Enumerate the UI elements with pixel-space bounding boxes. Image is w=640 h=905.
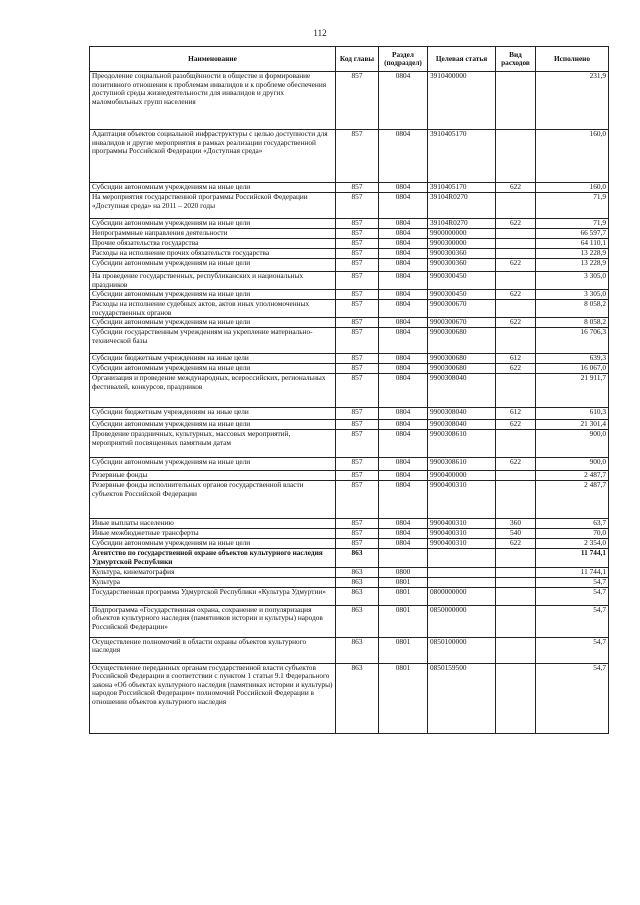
cell-expense xyxy=(496,249,536,259)
cell-chapter: 857 xyxy=(336,290,379,300)
cell-name: Субсидии автономным учреждениям на иные цели xyxy=(90,318,336,328)
cell-amount: 64 110,1 xyxy=(536,239,609,249)
cell-section: 0804 xyxy=(379,458,428,471)
cell-expense xyxy=(496,567,536,577)
cell-expense xyxy=(496,300,536,318)
table-row xyxy=(90,408,609,420)
cell-expense xyxy=(496,587,536,605)
cell-name: Субсидии автономным учреждениям на иные цели xyxy=(90,420,336,430)
cell-chapter: 857 xyxy=(336,259,379,272)
cell-section: 0804 xyxy=(379,318,428,328)
cell-article: 39104R0270 xyxy=(428,193,496,219)
cell-expense xyxy=(496,272,536,290)
cell-section: 0804 xyxy=(379,471,428,481)
cell-name: Иные межбюджетные трансферты xyxy=(90,529,336,539)
table-row xyxy=(90,663,609,733)
cell-amount: 54,7 xyxy=(536,587,609,605)
table-row xyxy=(90,364,609,374)
table-row xyxy=(90,290,609,300)
cell-amount: 13 228,9 xyxy=(536,259,609,272)
table-row xyxy=(90,193,609,219)
cell-name: Преодоление социальной разобщённости в обществе и формирование позитивного отношения к проблемам инвалидов и к проблеме обеспечения доступной среды жизнедеятельности для инвалидов и других маломобильных групп населения xyxy=(90,72,336,130)
cell-chapter: 857 xyxy=(336,539,379,549)
cell-article: 9900400310 xyxy=(428,481,496,519)
cell-name: На проведение государственных, республиканских и национальных праздников xyxy=(90,272,336,290)
cell-article xyxy=(428,567,496,577)
cell-article: 9900300670 xyxy=(428,318,496,328)
cell-expense xyxy=(496,430,536,458)
cell-article: 3910405170 xyxy=(428,130,496,183)
cell-expense xyxy=(496,637,536,663)
cell-section: 0801 xyxy=(379,637,428,663)
header-section: Раздел (подраздел) xyxy=(379,47,428,72)
table-row xyxy=(90,420,609,430)
cell-amount: 16 706,3 xyxy=(536,328,609,354)
cell-section: 0804 xyxy=(379,529,428,539)
cell-name: Непрограммные направления деятельности xyxy=(90,229,336,239)
cell-amount: 54,7 xyxy=(536,577,609,587)
cell-name: Культура, кинематография xyxy=(90,567,336,577)
cell-chapter: 863 xyxy=(336,605,379,637)
header-chapter: Код главы xyxy=(336,47,379,72)
table-row xyxy=(90,229,609,239)
table-row xyxy=(90,481,609,519)
cell-chapter: 857 xyxy=(336,183,379,193)
cell-expense xyxy=(496,471,536,481)
cell-name: Осуществление полномочий в области охраны объектов культурного наследия xyxy=(90,637,336,663)
cell-section: 0801 xyxy=(379,587,428,605)
cell-section: 0804 xyxy=(379,193,428,219)
table-row xyxy=(90,249,609,259)
cell-chapter: 857 xyxy=(336,364,379,374)
cell-amount: 3 305,0 xyxy=(536,272,609,290)
cell-chapter: 863 xyxy=(336,549,379,567)
cell-expense: 360 xyxy=(496,519,536,529)
cell-expense xyxy=(496,481,536,519)
cell-section: 0801 xyxy=(379,605,428,637)
cell-expense xyxy=(496,663,536,733)
cell-chapter: 857 xyxy=(336,328,379,354)
cell-name: Субсидии государственным учреждениям на укрепление материально-технической базы xyxy=(90,328,336,354)
cell-chapter: 857 xyxy=(336,471,379,481)
cell-article: 9900308610 xyxy=(428,458,496,471)
cell-amount: 13 228,9 xyxy=(536,249,609,259)
cell-chapter: 857 xyxy=(336,430,379,458)
cell-chapter: 857 xyxy=(336,249,379,259)
cell-name: Агентство по государственной охране объектов культурного наследия Удмуртской Республики xyxy=(90,549,336,567)
table-row xyxy=(90,183,609,193)
cell-article: 9900300450 xyxy=(428,290,496,300)
cell-amount: 54,7 xyxy=(536,637,609,663)
table-row xyxy=(90,637,609,663)
cell-article: 9900400000 xyxy=(428,471,496,481)
cell-section: 0804 xyxy=(379,130,428,183)
cell-amount: 66 597,7 xyxy=(536,229,609,239)
cell-name: Подпрограмма «Государственная охрана, сохранение и популяризация объектов культурного наследия (памятников истории и культуры) народов Российской Федерации» xyxy=(90,605,336,637)
cell-article: 9900400310 xyxy=(428,519,496,529)
cell-name: Осуществление переданных органам государственной власти субъектов Российской Федерации в соответствии с пунктом 1 статьи 9.1 Федерального закона «Об объектах культурного наследия (памятниках истории и культуры) народов Российской Федерации» полномочий Российской Федерации в отношении объектов культурного наследия xyxy=(90,663,336,733)
cell-chapter: 857 xyxy=(336,374,379,408)
cell-amount: 54,7 xyxy=(536,663,609,733)
page-number: 112 xyxy=(313,28,327,38)
cell-name: Субсидии бюджетным учреждениям на иные цели xyxy=(90,408,336,420)
cell-chapter: 863 xyxy=(336,637,379,663)
cell-amount: 8 058,2 xyxy=(536,318,609,328)
cell-chapter: 857 xyxy=(336,519,379,529)
cell-name: Иные выплаты населению xyxy=(90,519,336,529)
cell-amount: 900,0 xyxy=(536,430,609,458)
cell-chapter: 863 xyxy=(336,663,379,733)
cell-name: Субсидии автономным учреждениям на иные цели xyxy=(90,458,336,471)
cell-chapter: 857 xyxy=(336,300,379,318)
cell-amount: 2 487,7 xyxy=(536,471,609,481)
table-row xyxy=(90,72,609,130)
table-row xyxy=(90,318,609,328)
budget-table xyxy=(89,46,609,734)
cell-expense: 622 xyxy=(496,259,536,272)
cell-article: 9900300360 xyxy=(428,259,496,272)
table-row xyxy=(90,374,609,408)
cell-expense xyxy=(496,193,536,219)
cell-section: 0801 xyxy=(379,663,428,733)
cell-chapter: 863 xyxy=(336,567,379,577)
cell-section: 0804 xyxy=(379,408,428,420)
cell-article: 9900308610 xyxy=(428,430,496,458)
cell-amount: 160,0 xyxy=(536,183,609,193)
cell-chapter: 863 xyxy=(336,577,379,587)
cell-expense xyxy=(496,72,536,130)
cell-expense: 540 xyxy=(496,529,536,539)
cell-article xyxy=(428,549,496,567)
table-row xyxy=(90,354,609,364)
cell-amount: 639,3 xyxy=(536,354,609,364)
cell-article: 9900300680 xyxy=(428,364,496,374)
cell-name: Резервные фонды исполнительных органов государственной власти субъектов Российской Федерации xyxy=(90,481,336,519)
cell-article: 9900300670 xyxy=(428,300,496,318)
cell-expense: 612 xyxy=(496,354,536,364)
table-row xyxy=(90,239,609,249)
cell-chapter: 857 xyxy=(336,130,379,183)
table-row xyxy=(90,567,609,577)
cell-article: 39104R0270 xyxy=(428,219,496,229)
cell-expense: 622 xyxy=(496,539,536,549)
cell-chapter: 857 xyxy=(336,420,379,430)
cell-section: 0804 xyxy=(379,374,428,408)
cell-section: 0804 xyxy=(379,328,428,354)
cell-amount: 71,9 xyxy=(536,219,609,229)
cell-section: 0804 xyxy=(379,481,428,519)
cell-section: 0804 xyxy=(379,364,428,374)
cell-amount: 900,0 xyxy=(536,458,609,471)
cell-amount: 16 067,0 xyxy=(536,364,609,374)
cell-section: 0804 xyxy=(379,300,428,318)
cell-name: Субсидии автономным учреждениям на иные цели xyxy=(90,290,336,300)
cell-expense xyxy=(496,239,536,249)
cell-expense: 622 xyxy=(496,364,536,374)
table-row xyxy=(90,539,609,549)
cell-amount: 70,0 xyxy=(536,529,609,539)
cell-chapter: 857 xyxy=(336,529,379,539)
cell-article xyxy=(428,577,496,587)
cell-chapter: 857 xyxy=(336,318,379,328)
cell-section: 0804 xyxy=(379,239,428,249)
table-row xyxy=(90,529,609,539)
cell-name: Адаптация объектов социальной инфраструктуры с целью доступности для инвалидов и другие мероприятия в рамках реализации государственной программы Российской Федерации «Доступная среда» xyxy=(90,130,336,183)
cell-article: 9900308040 xyxy=(428,408,496,420)
cell-article: 9900300680 xyxy=(428,328,496,354)
cell-section: 0804 xyxy=(379,519,428,529)
table-row xyxy=(90,577,609,587)
cell-name: Прочие обязательства государства xyxy=(90,239,336,249)
table-row xyxy=(90,130,609,183)
cell-section: 0804 xyxy=(379,272,428,290)
cell-expense: 622 xyxy=(496,318,536,328)
cell-chapter: 857 xyxy=(336,481,379,519)
cell-amount: 21 301,4 xyxy=(536,420,609,430)
table-row xyxy=(90,328,609,354)
cell-expense xyxy=(496,374,536,408)
cell-chapter: 857 xyxy=(336,354,379,364)
cell-section: 0804 xyxy=(379,430,428,458)
cell-chapter: 857 xyxy=(336,458,379,471)
cell-name: Расходы на исполнение судебных актов, актов иных уполномоченных государственных органов xyxy=(90,300,336,318)
cell-section: 0804 xyxy=(379,183,428,193)
cell-article: 9900400310 xyxy=(428,529,496,539)
cell-name: Государственная программа Удмуртской Республики «Культура Удмуртии» xyxy=(90,587,336,605)
cell-section: 0804 xyxy=(379,354,428,364)
cell-amount: 11 744,1 xyxy=(536,549,609,567)
cell-amount: 3 305,0 xyxy=(536,290,609,300)
cell-section: 0804 xyxy=(379,259,428,272)
table-row xyxy=(90,272,609,290)
cell-article: 0850159500 xyxy=(428,663,496,733)
cell-chapter: 857 xyxy=(336,239,379,249)
header-expense: Вид расходов xyxy=(496,47,536,72)
cell-amount: 160,0 xyxy=(536,130,609,183)
cell-name: Субсидии автономным учреждениям на иные цели xyxy=(90,183,336,193)
cell-article: 9900000000 xyxy=(428,229,496,239)
cell-expense xyxy=(496,328,536,354)
cell-chapter: 857 xyxy=(336,229,379,239)
cell-article: 9900300450 xyxy=(428,272,496,290)
cell-expense xyxy=(496,549,536,567)
cell-section: 0800 xyxy=(379,567,428,577)
cell-article: 9900308040 xyxy=(428,374,496,408)
cell-expense xyxy=(496,605,536,637)
table-row xyxy=(90,430,609,458)
cell-amount: 610,3 xyxy=(536,408,609,420)
cell-chapter: 857 xyxy=(336,219,379,229)
cell-article: 3910405170 xyxy=(428,183,496,193)
cell-amount: 21 911,7 xyxy=(536,374,609,408)
cell-section: 0804 xyxy=(379,290,428,300)
cell-expense: 622 xyxy=(496,458,536,471)
table-header-row xyxy=(90,47,609,72)
cell-amount: 2 354,0 xyxy=(536,539,609,549)
cell-article: 0850100000 xyxy=(428,637,496,663)
cell-chapter: 857 xyxy=(336,72,379,130)
cell-name: Субсидии автономным учреждениям на иные цели xyxy=(90,259,336,272)
table-row xyxy=(90,219,609,229)
cell-section: 0804 xyxy=(379,420,428,430)
table-row xyxy=(90,458,609,471)
cell-article: 9900300000 xyxy=(428,239,496,249)
cell-section: 0804 xyxy=(379,539,428,549)
cell-chapter: 857 xyxy=(336,193,379,219)
cell-name: Проведение праздничных, культурных, массовых мероприятий, мероприятий посвященных памятным датам xyxy=(90,430,336,458)
cell-name: Субсидии автономным учреждениям на иные цели xyxy=(90,219,336,229)
cell-section xyxy=(379,549,428,567)
cell-section: 0804 xyxy=(379,72,428,130)
cell-name: Резервные фонды xyxy=(90,471,336,481)
cell-name: На мероприятия государственной программы Российской Федерации «Доступная среда» на 2011 – 2020 годы xyxy=(90,193,336,219)
cell-expense: 622 xyxy=(496,290,536,300)
table-row xyxy=(90,587,609,605)
cell-name: Субсидии автономным учреждениям на иные цели xyxy=(90,364,336,374)
cell-name: Субсидии бюджетным учреждениям на иные цели xyxy=(90,354,336,364)
cell-article: 0850000000 xyxy=(428,605,496,637)
table-row xyxy=(90,519,609,529)
cell-chapter: 857 xyxy=(336,408,379,420)
cell-amount: 11 744,1 xyxy=(536,567,609,577)
cell-section: 0804 xyxy=(379,219,428,229)
cell-article: 9900400310 xyxy=(428,539,496,549)
cell-section: 0804 xyxy=(379,229,428,239)
table-row xyxy=(90,471,609,481)
cell-section: 0804 xyxy=(379,249,428,259)
cell-name: Расходы на исполнение прочих обязательств государства xyxy=(90,249,336,259)
cell-amount: 63,7 xyxy=(536,519,609,529)
cell-amount: 54,7 xyxy=(536,605,609,637)
cell-name: Субсидии автономным учреждениям на иные цели xyxy=(90,539,336,549)
header-article: Целевая статья xyxy=(428,47,496,72)
cell-name: Культура xyxy=(90,577,336,587)
table-row xyxy=(90,300,609,318)
cell-article: 9900308040 xyxy=(428,420,496,430)
cell-expense: 612 xyxy=(496,408,536,420)
cell-chapter: 857 xyxy=(336,272,379,290)
table-row xyxy=(90,259,609,272)
cell-article: 3910400000 xyxy=(428,72,496,130)
header-name: Наименование xyxy=(90,47,336,72)
cell-amount: 8 058,2 xyxy=(536,300,609,318)
cell-expense: 622 xyxy=(496,183,536,193)
cell-amount: 71,9 xyxy=(536,193,609,219)
cell-article: 9900300680 xyxy=(428,354,496,364)
cell-expense xyxy=(496,229,536,239)
cell-article: 0800000000 xyxy=(428,587,496,605)
cell-expense: 622 xyxy=(496,219,536,229)
cell-amount: 2 487,7 xyxy=(536,481,609,519)
cell-expense: 622 xyxy=(496,420,536,430)
cell-section: 0801 xyxy=(379,577,428,587)
cell-expense xyxy=(496,577,536,587)
table-row xyxy=(90,549,609,567)
cell-amount: 231,9 xyxy=(536,72,609,130)
cell-expense xyxy=(496,130,536,183)
header-amount: Исполнено xyxy=(536,47,609,72)
table-row xyxy=(90,605,609,637)
cell-article: 9900300360 xyxy=(428,249,496,259)
cell-chapter: 863 xyxy=(336,587,379,605)
cell-name: Организация и проведение международных, всероссийских, региональных фестивалей, конкурсов, праздников xyxy=(90,374,336,408)
